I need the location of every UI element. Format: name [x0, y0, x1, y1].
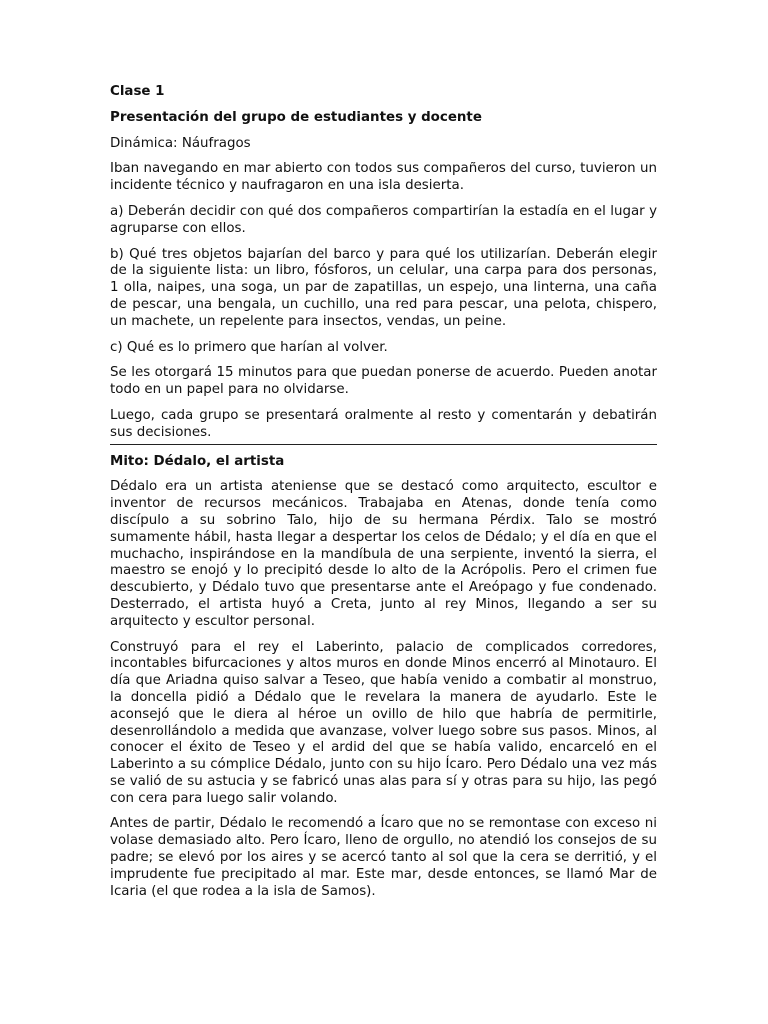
class-paragraph-b: b) Qué tres objetos bajarían del barco y para qué los utilizarían. Deberán elegir de la siguiente lista: un libro, fósforos, un celular, una carpa para dos personas, 1 olla, naipes, una soga, un par de zapatillas, un espejo, una linterna, una caña de pescar, una bengala, un cuchillo, una red para pescar, una pelota, chispero, un machete, un repelente para insectos, vendas, un peine. [110, 246, 657, 329]
class-paragraph-time: Se les otorgará 15 minutos para que puedan ponerse de acuerdo. Pueden anotar todo en un papel para no olvidarse. [110, 365, 657, 398]
dynamic-label: Dinámica: Náufragos [110, 135, 251, 151]
myth-paragraph-3: Antes de partir, Dédalo le recomendó a Ícaro que no se remontase con exceso ni volase demasiado alto. Pero Ícaro, lleno de orgullo, no atendió los consejos de su padre; se elevó por los aires y se acercó tanto al sol que la cera se derritió, y el imprudente fue precipitado al mar. Este mar, desde entonces, se llamó Mar de Icaria (el que rodea a la isla de Samos). [110, 816, 657, 899]
myth-paragraph-2: Construyó para el rey el Laberinto, palacio de complicados corredores, incontables bifurcaciones y altos muros en donde Minos encerró al Minotauro. El día que Ariadna quiso salvar a Teseo, que había venido a combatir al monstruo, la doncella pidió a Dédalo que le revelara la manera de ayudarlo. Este le aconsejó que le diera al héroe un ovillo de hilo que habría de permitirle, desenrollándolo a medida que avanzase, volver luego sobre sus pasos. Minos, al conocer el éxito de Teseo y el ardid del que se había valido, encarceló en el Laberinto a su cómplice Dédalo, junto con su hijo Ícaro. Pero Dédalo una vez más se valió de su astucia y se fabricó unas alas para sí y otras para su hijo, las pegó con cera para luego salir volando. [110, 639, 657, 806]
class-paragraph-closing: Luego, cada grupo se presentará oralmente al resto y comentarán y debatirán sus decisiones. [110, 407, 657, 440]
myth-title: Mito: Dédalo, el artista [110, 453, 285, 469]
class-title: Clase 1 [110, 84, 165, 99]
section-divider [110, 444, 657, 445]
myth-paragraph-1: Dédalo era un artista ateniense que se destacó como arquitecto, escultor e inventor de recursos mecánicos. Trabajaba en Atenas, donde tenía como discípulo a su sobrino Talo, hijo de su hermana Pérdix. Talo se mostró sumamente hábil, hasta llegar a despertar los celos de Dédalo; y el día en que el muchacho, inspirándose en la mandíbula de una serpiente, inventó la sierra, el maestro se enojó y lo precipitó desde lo alto de la Acrópolis. Pero el crimen fue descubierto, y Dédalo tuvo que presentarse ante el Areópago y fue condenado. Desterrado, el artista huyó a Creta, junto al rey Minos, llegando a ser su arquitecto y escultor personal. [110, 479, 657, 629]
class-paragraph-a: a) Deberán decidir con qué dos compañeros compartirían la estadía en el lugar y agruparse con ellos. [110, 203, 657, 236]
class-paragraph-intro: Iban navegando en mar abierto con todos sus compañeros del curso, tuvieron un incidente técnico y naufragaron en una isla desierta. [110, 161, 657, 194]
document-page [110, 84, 657, 909]
class-subtitle: Presentación del grupo de estudiantes y docente [110, 109, 482, 125]
class-paragraph-c: c) Qué es lo primero que harían al volver. [110, 339, 388, 355]
